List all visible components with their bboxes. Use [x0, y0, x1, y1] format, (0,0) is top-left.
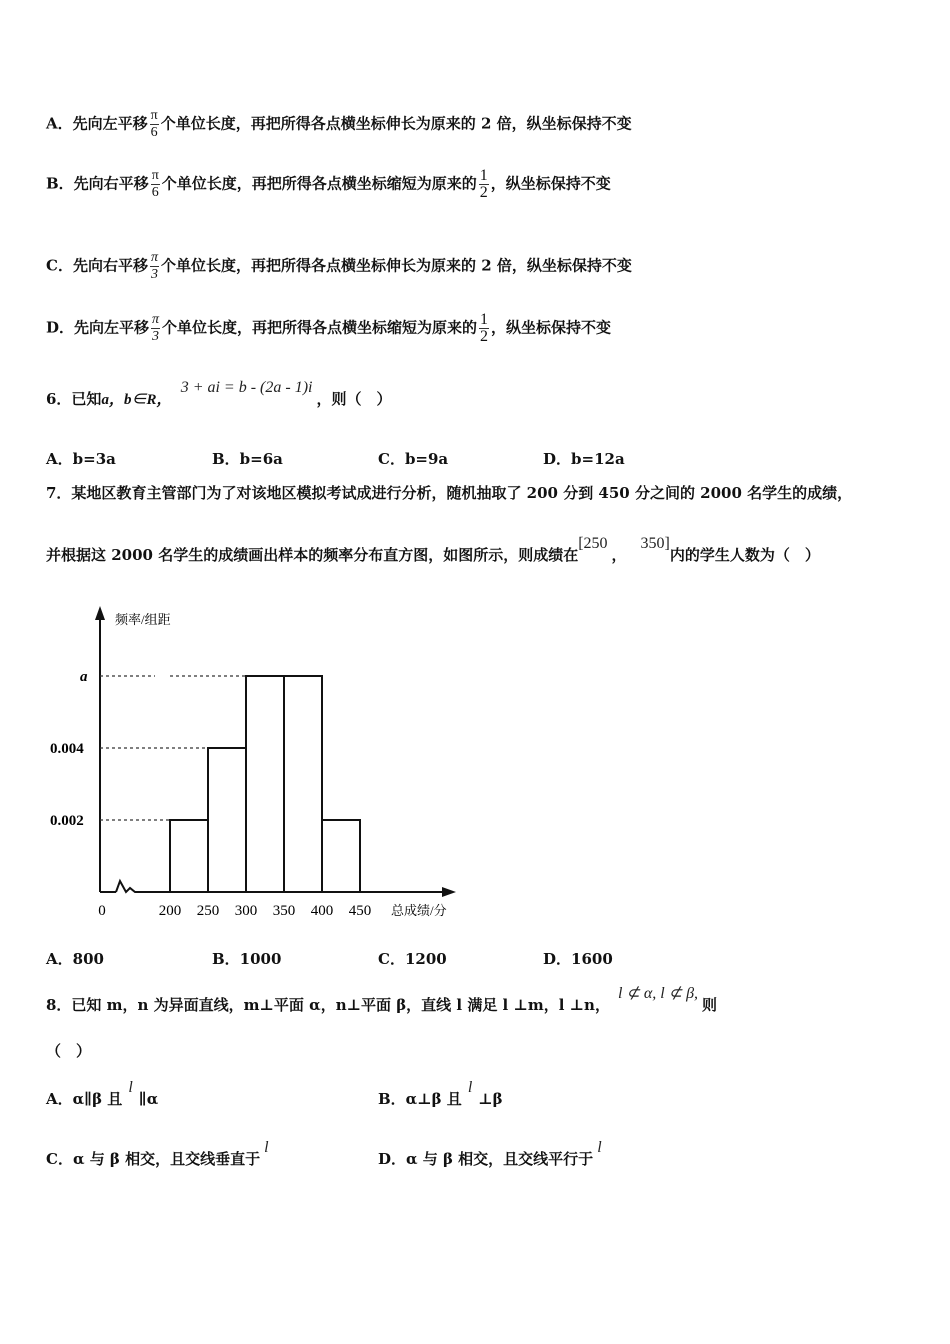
q6-formula: 3 + ai = b - (2a - 1)i — [180, 379, 313, 396]
option-text: ，纵坐标保持不变 — [491, 318, 612, 337]
histogram-bar — [284, 676, 322, 892]
q6-stem-end: ，则（ ） — [316, 390, 392, 408]
x-axis-label: 总成绩/分 — [391, 903, 447, 918]
y-axis-arrow — [95, 606, 105, 620]
option-text: C．α 与 β 相交，且交线垂直于 — [46, 1150, 261, 1168]
q5-option-c — [46, 250, 632, 283]
q7-option-d: D．1600 — [543, 950, 613, 968]
option-text: A．α∥β 且 — [46, 1090, 123, 1108]
x-tick-label: 400 — [310, 903, 334, 919]
fraction: $\frac{\pi}{6}$ — [150, 108, 158, 140]
fraction: $\frac{1}{2}$ — [480, 311, 489, 345]
option-text: ⊥β — [478, 1090, 503, 1108]
option-text: B．α⊥β 且 — [378, 1090, 462, 1108]
q7-stem-line1: 7．某地区教育主管部门为了对该地区模拟考试成进行分析，随机抽取了 200 分到 450 分之间的 2000 名学生的成绩， — [46, 484, 853, 502]
q8-formula: l ⊄ α, l ⊄ β, — [617, 985, 699, 1002]
q6-option-b: B．b=6a — [212, 450, 283, 468]
x-axis-arrow — [442, 887, 456, 897]
x-tick-label: 450 — [348, 903, 372, 919]
q8-option-d — [378, 1139, 606, 1169]
q8-option-c — [46, 1139, 273, 1169]
q7-option-c: C．1200 — [378, 950, 447, 968]
q5-option-b — [46, 168, 611, 201]
bars-group — [170, 676, 360, 892]
q5-option-d — [46, 312, 611, 345]
option-text: ，纵坐标保持不变 — [490, 174, 611, 193]
option-text: D．先向左平移 — [46, 318, 150, 337]
q7-text-end: 内的学生人数为（ ） — [669, 546, 820, 564]
fraction: $\frac{1}{2}$ — [479, 167, 488, 201]
fraction: $\frac{\pi}{6}$ — [151, 168, 159, 200]
y-axis-label: 频率/组距 — [115, 612, 171, 627]
q8-text-end: 则 — [702, 996, 718, 1014]
y-tick-label: 0.004 — [50, 741, 84, 757]
q6-option-d: D．b=12a — [543, 450, 625, 468]
q8-stem-line1 — [46, 985, 718, 1015]
x-tick-label: 0 — [98, 903, 106, 919]
option-text: 个单位长度，再把所得各点横坐标伸长为原来的 2 倍，纵坐标保持不变 — [160, 114, 632, 133]
frequency-histogram — [40, 600, 480, 930]
y-tick-label: a — [80, 669, 88, 685]
axis-break — [116, 881, 140, 892]
x-tick-label: 300 — [234, 903, 258, 919]
interval-right: 350] — [640, 535, 670, 552]
x-tick-label: 350 — [272, 903, 296, 919]
histogram-bar — [246, 676, 284, 892]
interval-left: [250 — [578, 535, 608, 552]
q6-vars: a，b∈R， — [101, 392, 172, 408]
q6-option-a: A．b=3a — [46, 450, 116, 468]
option-text: 个单位长度，再把所得各点横坐标伸长为原来的 2 倍，纵坐标保持不变 — [160, 256, 632, 275]
q8-option-a — [46, 1079, 159, 1109]
fraction: $\frac{\pi}{3}$ — [152, 312, 160, 344]
interval-comma: ， — [611, 546, 627, 564]
fraction: $\frac{\pi}{3}$ — [150, 250, 158, 282]
option-text: C．先向右平移 — [46, 256, 148, 275]
q5-option-a — [46, 108, 632, 141]
option-text: ∥α — [138, 1090, 159, 1108]
option-text: A．先向左平移 — [46, 114, 148, 133]
q6-stem-text: 6．已知 — [46, 390, 102, 408]
ticks-group — [50, 669, 371, 919]
option-text: 个单位长度，再把所得各点横坐标缩短为原来的 — [162, 318, 478, 337]
q8-stem-line2: （ ） — [46, 1042, 92, 1060]
q7-text: 并根据这 2000 名学生的成绩画出样本的频率分布直方图，如图所示，则成绩在 — [46, 546, 579, 564]
line-l: l — [467, 1079, 473, 1096]
histogram-bar — [170, 820, 208, 892]
q6-option-c: C．b=9a — [378, 450, 449, 468]
q8-text: 8．已知 m，n 为异面直线，m⊥平面 α，n⊥平面 β，直线 l 满足 l ⊥m，l ⊥n， — [46, 996, 610, 1014]
histogram-bar — [322, 820, 360, 892]
x-tick-label: 200 — [158, 903, 182, 919]
q8-option-b — [378, 1079, 503, 1109]
line-l: l — [597, 1139, 602, 1156]
q7-option-a: A．800 — [46, 950, 104, 968]
option-text: 个单位长度，再把所得各点横坐标缩短为原来的 — [161, 174, 477, 193]
option-text: B．先向右平移 — [46, 174, 149, 193]
q7-stem-line2 — [46, 535, 820, 565]
line-l: l — [264, 1139, 269, 1156]
y-tick-label: 0.002 — [50, 813, 84, 829]
option-text: D．α 与 β 相交，且交线平行于 — [378, 1150, 594, 1168]
x-tick-label: 250 — [196, 903, 220, 919]
q7-option-b: B．1000 — [212, 950, 282, 968]
line-l: l — [128, 1079, 133, 1096]
histogram-bar — [208, 748, 246, 892]
q6-stem — [46, 379, 392, 409]
